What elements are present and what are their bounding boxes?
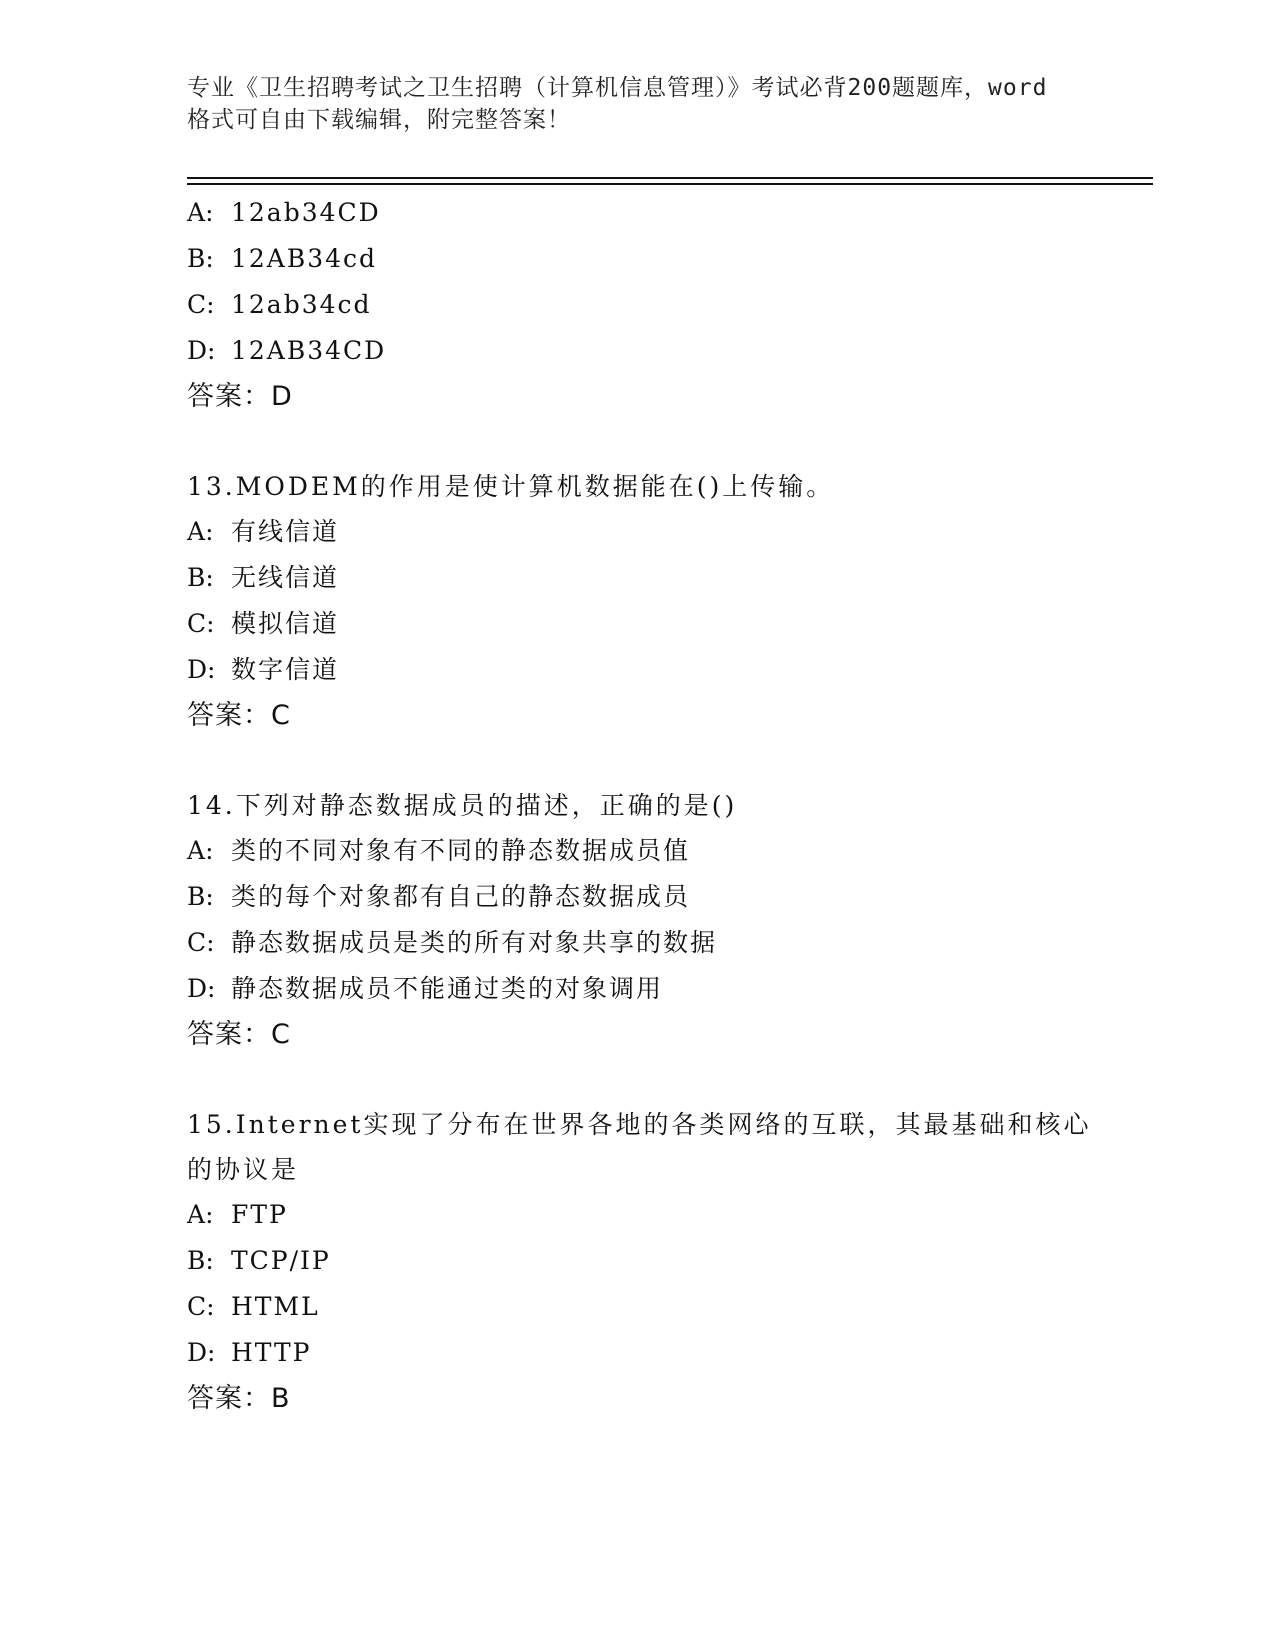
option-letter: A : — [187, 1192, 231, 1238]
option-b — [187, 874, 1107, 920]
option-text: 12AB34cd — [231, 244, 378, 273]
option-d — [187, 1330, 1107, 1376]
option-c — [187, 920, 1107, 966]
option-text: HTTP — [231, 1338, 312, 1367]
option-text: 类的不同对象有不同的静态数据成员值 — [231, 836, 691, 865]
header-divider-top — [187, 177, 1153, 179]
option-text: 12ab34CD — [231, 198, 381, 227]
answer: 答案：D — [187, 381, 293, 412]
option-text: 数字信道 — [231, 655, 340, 684]
header-line-2: 格式可自由下载编辑，附完整答案！ — [187, 107, 571, 133]
option-c — [187, 282, 1107, 328]
option-letter: A : — [187, 509, 231, 555]
option-text: 静态数据成员是类的所有对象共享的数据 — [231, 928, 718, 957]
option-b — [187, 555, 1107, 601]
question-15 — [187, 1102, 1107, 1422]
option-d — [187, 647, 1107, 693]
option-letter: A : — [187, 828, 231, 874]
option-letter: C : — [187, 282, 231, 328]
answer: 答案：C — [187, 700, 291, 731]
option-text: 模拟信道 — [231, 609, 340, 638]
option-letter: C : — [187, 601, 231, 647]
option-c — [187, 601, 1107, 647]
option-a — [187, 828, 1107, 874]
option-letter: B : — [187, 236, 231, 282]
option-c — [187, 1284, 1107, 1330]
option-text: 12AB34CD — [231, 336, 387, 365]
option-letter: C : — [187, 1284, 231, 1330]
option-letter: D : — [187, 966, 231, 1012]
option-text: 静态数据成员不能通过类的对象调用 — [231, 974, 664, 1003]
option-text: 12ab34cd — [231, 290, 372, 319]
question-stem: 13.MODEM的作用是使计算机数据能在()上传输。 — [187, 472, 835, 501]
option-letter: D : — [187, 647, 231, 693]
question-stem: 15.Internet实现了分布在世界各地的各类网络的互联，其最基础和核心的协议是 — [187, 1110, 1092, 1184]
question-13 — [187, 464, 1107, 739]
option-a — [187, 509, 1107, 555]
option-d — [187, 328, 1107, 374]
option-text: 类的每个对象都有自己的静态数据成员 — [231, 882, 691, 911]
option-letter: C : — [187, 920, 231, 966]
option-letter: B : — [187, 555, 231, 601]
option-letter: B : — [187, 874, 231, 920]
option-text: 有线信道 — [231, 517, 340, 546]
option-b — [187, 1238, 1107, 1284]
question-list — [187, 190, 1107, 1422]
option-letter: B : — [187, 1238, 231, 1284]
option-a — [187, 1192, 1107, 1238]
answer: 答案：B — [187, 1383, 291, 1414]
option-text: 无线信道 — [231, 563, 340, 592]
header-divider-bottom — [187, 183, 1153, 185]
option-text: TCP/IP — [231, 1246, 331, 1275]
document-header — [187, 72, 1087, 136]
header-line-1: 专业《卫生招聘考试之卫生招聘（计算机信息管理）》考试必背200题题库，word — [187, 75, 1048, 101]
option-letter: D : — [187, 328, 231, 374]
option-b — [187, 236, 1107, 282]
question-12 — [187, 190, 1107, 420]
option-text: HTML — [231, 1292, 320, 1321]
option-a — [187, 190, 1107, 236]
question-14 — [187, 783, 1107, 1058]
answer: 答案：C — [187, 1019, 291, 1050]
option-letter: A : — [187, 190, 231, 236]
question-stem: 14.下列对静态数据成员的描述，正确的是() — [187, 791, 738, 820]
option-text: FTP — [231, 1200, 288, 1229]
option-letter: D : — [187, 1330, 231, 1376]
option-d — [187, 966, 1107, 1012]
